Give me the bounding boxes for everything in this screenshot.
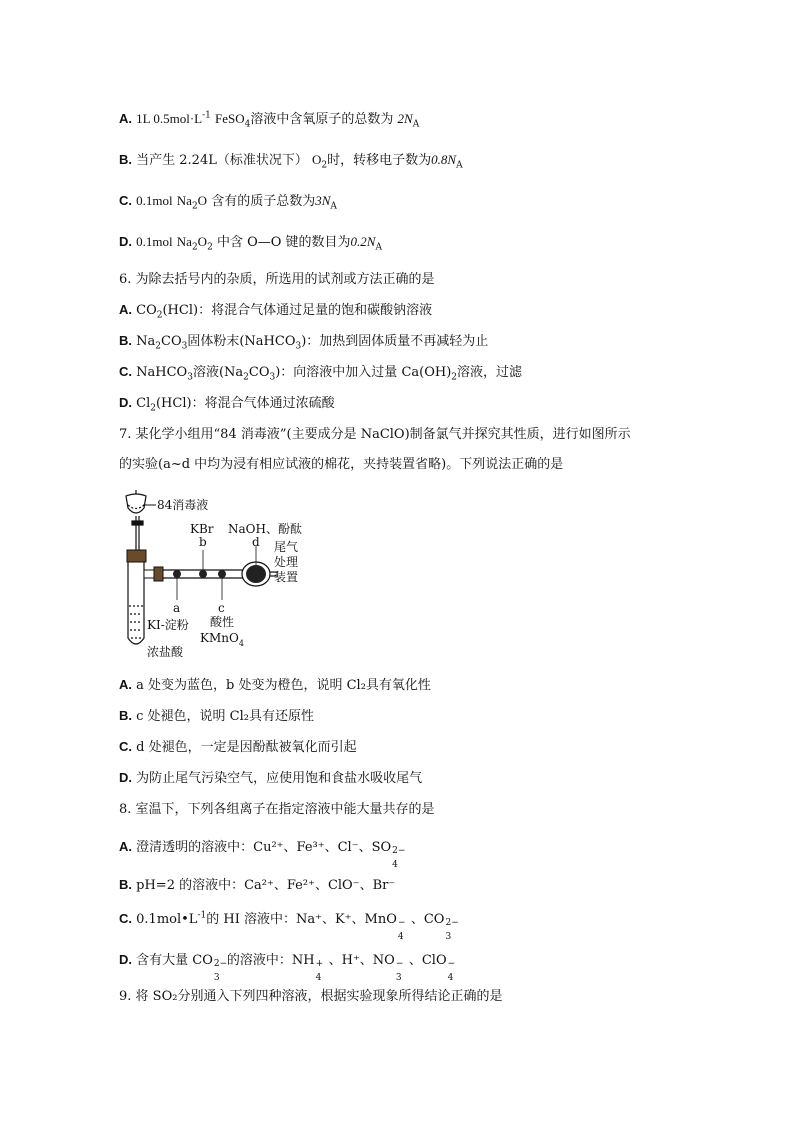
- test-tube-icon: [128, 562, 144, 644]
- label-a: a: [173, 601, 181, 615]
- question-6-stem: 6. 为除去括号内的杂质，所选用的试剂或方法正确的是: [119, 272, 435, 287]
- cotton-a: [173, 570, 181, 578]
- option-7d: D. 为防止尾气污染空气，应使用饱和食盐水吸收尾气: [119, 770, 423, 786]
- option-8d: D. 含有大量 CO 2− 3 的溶液中：NH + 4 、H⁺、NO − 3 、ClO − 4: [119, 952, 456, 983]
- option-5a: A. 1L $0.5mol\cdot L^{-1}$ FeSO$_4$溶液中含氧原子的总数为 $2N_A$: [119, 110, 420, 130]
- option-6b: B. $Na_2CO_3$固体粉末(NaHCO$_3$)：加热到固体质量不再减轻为止: [119, 333, 489, 352]
- label-d: d: [252, 535, 260, 549]
- option-6d: D. $Cl_2(HCl)$：将混合气体通过浓硫酸: [119, 395, 335, 414]
- separatory-funnel-icon: [126, 490, 146, 558]
- option-8a: A. 澄清透明的溶液中：Cu²⁺、Fe³⁺、Cl⁻、SO 2− 4: [119, 839, 406, 870]
- stopper-icon: [127, 550, 146, 562]
- question-9-stem: 9. 将 SO₂分别通入下列四种溶液，根据实验现象所得结论正确的是: [119, 989, 503, 1004]
- label-naoh: NaOH、酚酞: [228, 522, 302, 536]
- label-bleach: 84消毒液: [157, 498, 209, 512]
- label-acidic: 酸性: [210, 615, 235, 629]
- label-tail-2: 处理: [274, 555, 299, 569]
- option-7b: B. c 处褪色，说明 Cl₂具有还原性: [119, 708, 315, 724]
- label-b: b: [199, 535, 207, 549]
- connector-stopper-icon: [154, 567, 163, 581]
- label-tail-1: 尾气: [274, 540, 299, 554]
- question-7-stem-line1: 7. 某化学小组用“84 消毒液”(主要成分是 NaClO)制备氯气并探究其性质，进行如图所示: [119, 427, 631, 442]
- option-7a: A. a 处变为蓝色，b 处变为橙色，说明 Cl₂具有氧化性: [119, 677, 431, 693]
- experiment-apparatus-diagram: [116, 488, 316, 663]
- label-conc-hcl: 浓盐酸: [147, 645, 184, 659]
- option-8b: B. pH=2 的溶液中：Ca²⁺、Fe²⁺、ClO⁻、Br⁻: [119, 877, 396, 893]
- label-kbr: KBr: [190, 522, 214, 536]
- option-5c: C. 0.1mol $Na_2O$ 含有的质子总数为$3N_A$: [119, 193, 337, 212]
- option-6a: A. $CO_2(HCl)$：将混合气体通过足量的饱和碳酸钠溶液: [119, 302, 433, 321]
- label-tail-3: 装置: [274, 570, 299, 584]
- label-ki-starch: KI-淀粉: [147, 618, 189, 632]
- cotton-c: [218, 570, 226, 578]
- cotton-d: [246, 565, 266, 583]
- question-8-stem: 8. 室温下，下列各组离子在指定溶液中能大量共存的是: [119, 802, 435, 817]
- option-5b: B. 当产生 2.24L（标准状况下） $O_2$时，转移电子数为$0.8N_A$: [119, 152, 463, 171]
- question-7-stem-line2: 的实验(a~d 中均为浸有相应试液的棉花，夹持装置省略)。下列说法正确的是: [119, 457, 564, 472]
- label-kmno4: KMnO$_4$: [200, 631, 244, 648]
- option-6c: C. NaHCO$_3$溶液$(Na_2CO_3)$：向溶液中加入过量 $Ca(OH)_2$溶液，过滤: [119, 364, 523, 383]
- option-8c: C. $0.1mol•L^{-1}$的 HI 溶液中：Na⁺、K⁺、MnO − 4 、CO 2− 3: [119, 910, 459, 942]
- option-5d: D. 0.1mol $Na_2O_2$ 中含 O—O 键的数目为$0.2N_A$: [119, 234, 382, 253]
- label-c: c: [218, 601, 225, 615]
- option-7c: C. d 处褪色，一定是因酚酞被氧化而引起: [119, 739, 357, 755]
- cotton-b: [199, 570, 207, 578]
